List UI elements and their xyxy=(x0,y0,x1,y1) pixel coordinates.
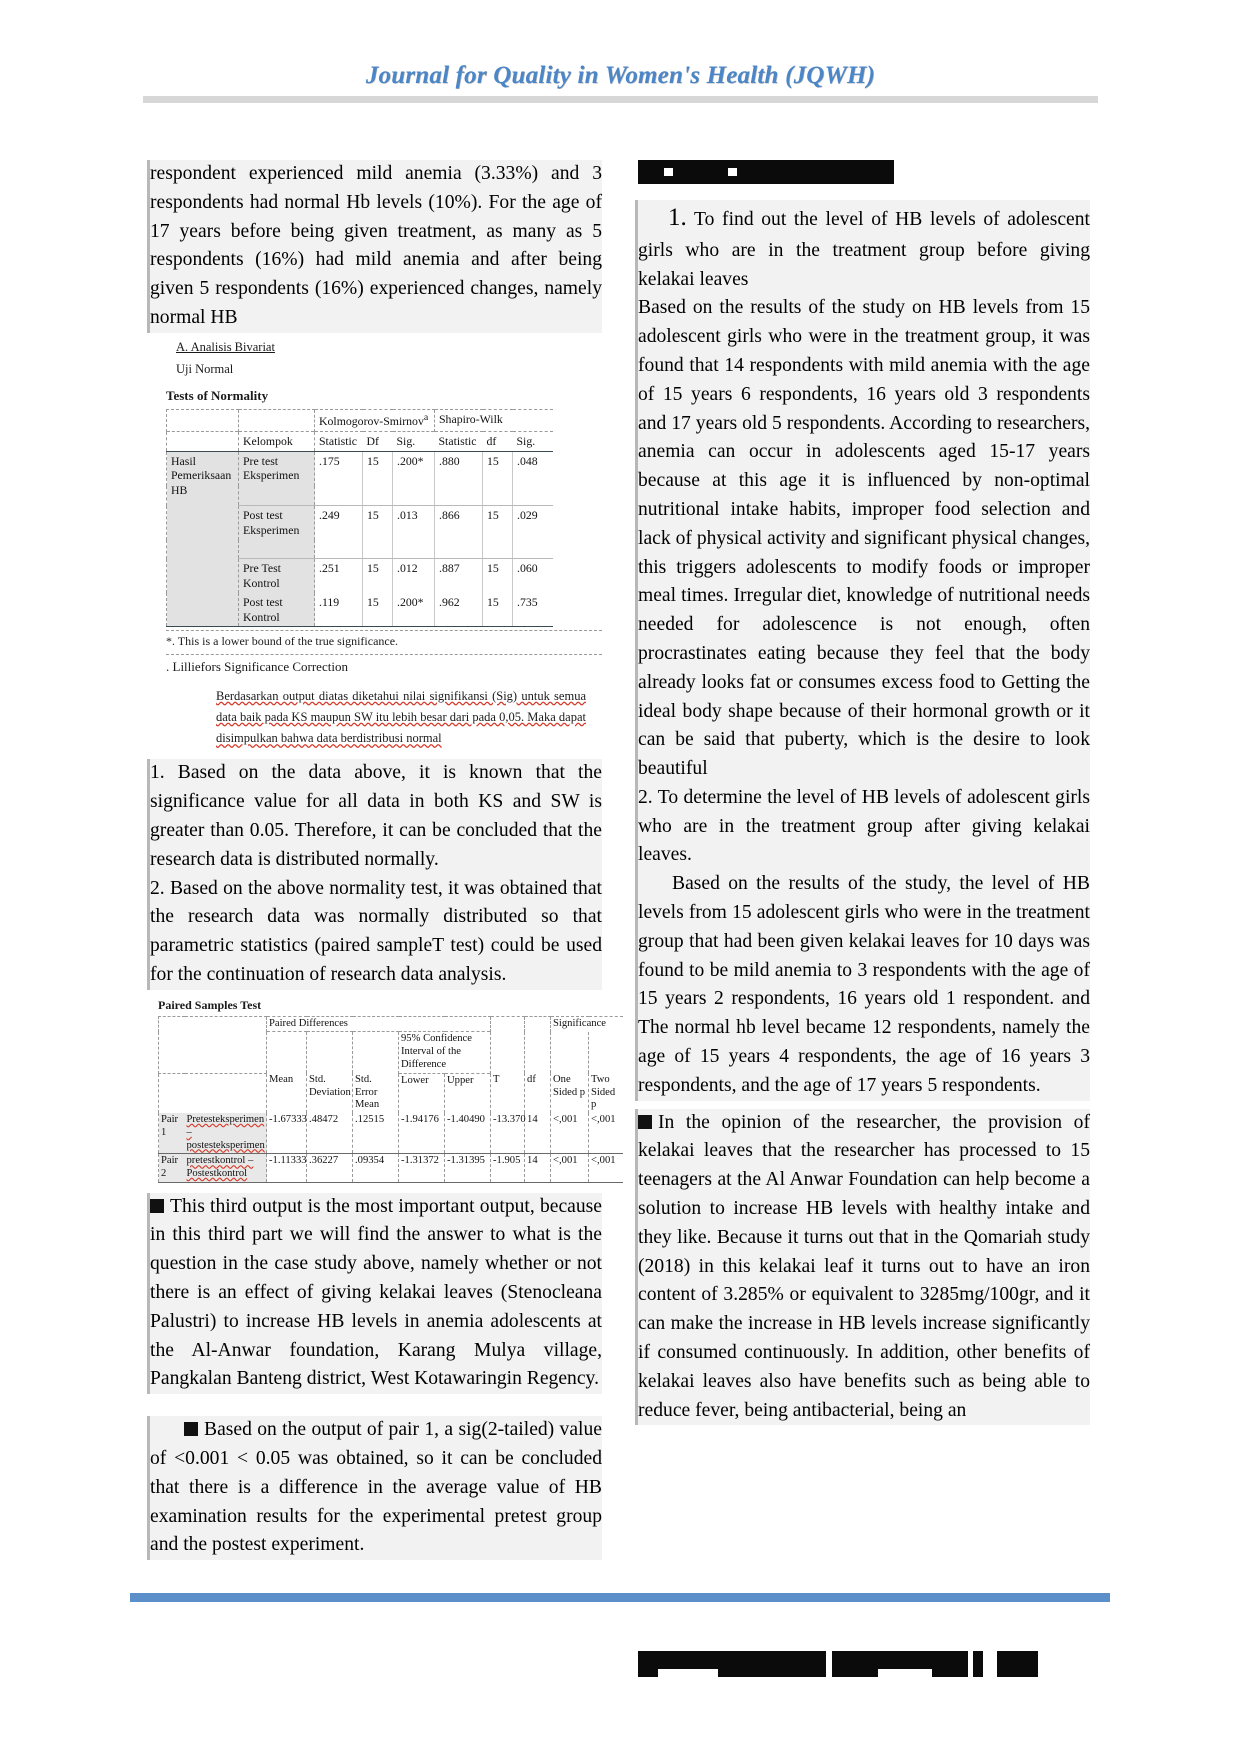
cell-sw-sig: .735 xyxy=(513,593,553,627)
cell-df: 14 xyxy=(525,1113,551,1154)
cell-sw-sig: .060 xyxy=(513,559,553,593)
cell-ks-statistic: .249 xyxy=(315,506,363,540)
cell-pair-label: Pretesteksperimen – postesteksperimen xyxy=(185,1113,267,1154)
col-header-one-sided-p: One Sided p xyxy=(551,1073,589,1113)
col-header-sw-sig: Sig. xyxy=(513,431,553,451)
spss-normality-figure xyxy=(150,340,602,750)
cell-ks-sig: .012 xyxy=(393,559,435,593)
right-paragraph-2: Based on the results of the study, the level of HB levels from 15 adolescent girls who were in the treatment group that had been given kelakai leaves for 10 days was found to be mild anemia to 3 respondents with the age of 15 years 2 respondents, 16 years old 1 respondent. and The normal hb level became 12 respondents, namely the age of 15 years 4 respondents, the age of 16 years 3 respondents, and the age of 17 years 5 respondents. xyxy=(638,870,1090,1100)
redaction-gap-1 xyxy=(664,168,673,176)
table-subheader-row xyxy=(167,431,553,451)
spss-normality-heading: A. Analisis Bivariat xyxy=(176,339,275,354)
col-header-sd: Std. Deviation xyxy=(307,1073,353,1113)
cell-sw-df: 15 xyxy=(483,451,513,486)
cell-group: Pre test Eksperimen xyxy=(239,451,315,486)
cell-df: 14 xyxy=(525,1154,551,1182)
item-1-number: 1. xyxy=(668,204,687,231)
cell-sem: .12515 xyxy=(353,1113,399,1154)
cell-sw-statistic: .887 xyxy=(435,559,483,593)
col-header-sw-df: df xyxy=(483,431,513,451)
cell-ks-df: 15 xyxy=(363,506,393,540)
cell-sw-df: 15 xyxy=(483,559,513,593)
cell-pair: Pair 1 xyxy=(159,1113,185,1154)
left-paragraph-2: 1. Based on the data above, it is known that the significance value for all data in both KS and SW is greater than 0.05. Therefore, it can be concluded that the research data is distributed normally. xyxy=(150,759,602,874)
paired-header-row-1 xyxy=(159,1016,623,1032)
header-significance: Significance xyxy=(551,1016,623,1032)
right-paragraph-1: Based on the results of the study on HB levels from 15 adolescent girls who were in the treatment group, it was found that 14 respondents with mild anemia with the age of 15 years 6 respondents, 16 years old 3 respondents and 17 years old 5 respondents. According to researchers, anemia can occur in adolescents aged 15-17 years because at this age it is influenced by non-optimal nutritional intake habits, improper food selection and lack of physical activity and significant physical changes, this triggers adolescents to modify foods or improper meal times. Irregular diet, knowledge of nutritional needs needed for adolescence is not enough, often procrastinates eating because they feel that the body already looks fat or consumes excess food to Getting the ideal body shape because of their hormonal growth or it can be said that puberty, which is the desire to look beautiful xyxy=(638,294,1090,784)
tests-of-normality-table xyxy=(166,409,553,627)
cell-two-sided-p: <,001 xyxy=(589,1154,623,1182)
cell-group: Post test Kontrol xyxy=(239,593,315,627)
right-item-1: 1. To find out the level of HB levels of adolescent girls who are in the treatment group before giving kelakai leaves xyxy=(638,200,1090,294)
col-header-upper: Upper xyxy=(445,1073,491,1113)
cell-two-sided-p: <,001 xyxy=(589,1113,623,1154)
cell-mean: -1.11333 xyxy=(267,1154,307,1182)
col-header-mean: Mean xyxy=(267,1073,307,1113)
left-paragraph-4: This third output is the most important output, because in this third part we will find the answer to what is the question in the case study above, namely whether or not there is an effect of giving kelakai leaves (Stenocleana Palustri) to increase HB levels in anemia adolescents at the Al-Anwar foundation, Karang Mulya village, Pangkalan Banteng district, West Kotawaringin Regency. xyxy=(150,1193,602,1395)
cell-one-sided-p: <,001 xyxy=(551,1154,589,1182)
header-paired-differences: Paired Differences xyxy=(267,1016,491,1032)
cell-ks-statistic: .119 xyxy=(315,593,363,627)
cell-mean: -1.67333 xyxy=(267,1113,307,1154)
paired-samples-caption: Paired Samples Test xyxy=(158,997,262,1012)
left-paragraph-1: respondent experienced mild anemia (3.33%) and 3 respondents had normal Hb levels (10%). For the age of 17 years before being given treatment, as many as 5 respondents (16%) had mild anemia and after being given 5 respondents (16%) experienced changes, namely normal HB xyxy=(150,160,602,333)
cell-ks-df: 15 xyxy=(363,451,393,486)
table-row xyxy=(159,1154,623,1182)
bullet-marker-icon xyxy=(638,1115,652,1129)
cell-t: -13.370 xyxy=(491,1113,525,1154)
cell-ks-statistic: .251 xyxy=(315,559,363,593)
left-paragraph-5: Based on the output of pair 1, a sig(2-tailed) value of <0.001 < 0.05 was obtained, so it can be concluded that there is a difference in the average value of HB examination results for the experimental pretest group and the postest experiment. xyxy=(150,1416,602,1560)
table-row xyxy=(167,506,553,540)
page-header xyxy=(0,0,1241,118)
cell-ks-df: 15 xyxy=(363,593,393,627)
cell-ks-sig: .200* xyxy=(393,593,435,627)
paired-header-row-2 xyxy=(159,1032,623,1073)
col-header-lower: Lower xyxy=(399,1073,445,1113)
paired-header-row-3 xyxy=(159,1073,623,1113)
table-row xyxy=(159,1113,623,1154)
col-header-ks-df: Df xyxy=(363,431,393,451)
col-header-df: df xyxy=(525,1073,551,1113)
cell-pair: Pair 2 xyxy=(159,1154,185,1182)
header-divider xyxy=(143,96,1098,103)
row-label-hasil: Hasil Pemeriksaan HB xyxy=(167,451,239,506)
table-row xyxy=(167,559,553,593)
col-header-t: T xyxy=(491,1073,525,1113)
header-ci-difference: 95% Confidence Interval of the Difference xyxy=(399,1032,491,1073)
header-shapiro: Shapiro-Wilk xyxy=(435,410,553,432)
cell-ks-sig: .013 xyxy=(393,506,435,540)
cell-sw-statistic: .962 xyxy=(435,593,483,627)
cell-sw-df: 15 xyxy=(483,593,513,627)
cell-sw-statistic: .880 xyxy=(435,451,483,486)
col-header-ks-statistic: Statistic xyxy=(315,431,363,451)
cell-ks-sig: .200* xyxy=(393,451,435,486)
spss-normality-subheading: Uji Normal xyxy=(176,362,234,377)
table-row xyxy=(167,451,553,486)
cell-pair-label: pretestkontrol – Postestkontrol xyxy=(185,1154,267,1182)
redaction-bar xyxy=(638,160,894,184)
cell-sw-df: 15 xyxy=(483,506,513,540)
cell-sw-sig: .029 xyxy=(513,506,553,540)
table-header-row xyxy=(167,410,553,432)
spss-normality-caption: Tests of Normality xyxy=(166,388,269,404)
footer-redaction-bar xyxy=(638,1651,1038,1677)
cell-group: Post test Eksperimen xyxy=(239,506,315,540)
right-item-2: 2. To determine the level of HB levels of adolescent girls who are in the treatment group after giving kelakai leaves. xyxy=(638,784,1090,870)
cell-sem: .09354 xyxy=(353,1154,399,1182)
right-paragraph-3: In the opinion of the researcher, the provision of kelakai leaves that the researcher has processed to 15 teenagers at the Al Anwar Foundation can help become a solution to increase HB levels with healthy intake and they like. Because it turns out that in the Qomariah study (2018) in this kelakai leaf it turns out to have an iron content of 3.285% or equivalent to 3285mg/100gr, and it can make the increase in HB levels increase significantly if consumed continuously. In addition, other benefits of kelakai leaves also have benefits such as being able to reduce fever, being antibacterial, being an xyxy=(638,1109,1090,1426)
footer-divider xyxy=(130,1593,1110,1602)
cell-sd: .36227 xyxy=(307,1154,353,1182)
cell-sd: .48472 xyxy=(307,1113,353,1154)
spss-paired-samples-figure xyxy=(150,997,616,1183)
cell-ks-df: 15 xyxy=(363,559,393,593)
journal-title: Journal for Quality in Women's Health (JQWH) xyxy=(365,62,876,89)
cell-sw-statistic: .866 xyxy=(435,506,483,540)
left-paragraph-3: 2. Based on the above normality test, it was obtained that the research data was normally distributed so that parametric statistics (paired sampleT test) could be used for the continuation of research data analysis. xyxy=(150,875,602,990)
col-header-kelompok: Kelompok xyxy=(243,433,293,448)
cell-ks-statistic: .175 xyxy=(315,451,363,486)
bullet-marker-icon xyxy=(184,1422,198,1436)
spss-footnote-1: *. This is a lower bound of the true significance. xyxy=(166,630,602,649)
col-header-two-sided-p: Two Sided p xyxy=(589,1073,623,1113)
cell-group: Pre Test Kontrol xyxy=(239,559,315,593)
cell-sw-sig: .048 xyxy=(513,451,553,486)
bullet-marker-icon xyxy=(150,1199,164,1213)
redaction-gap-2 xyxy=(728,168,737,176)
col-header-ks-sig: Sig. xyxy=(393,431,435,451)
cell-upper: -1.31395 xyxy=(445,1154,491,1182)
cell-lower: -1.31372 xyxy=(399,1154,445,1182)
paired-samples-test-table xyxy=(158,1016,623,1183)
cell-one-sided-p: <,001 xyxy=(551,1113,589,1154)
col-header-sw-statistic: Statistic xyxy=(435,431,483,451)
cell-lower: -1.94176 xyxy=(399,1113,445,1154)
spss-footnote-2: . Lilliefors Significance Correction xyxy=(166,654,602,675)
table-row xyxy=(167,593,553,627)
col-header-sem: Std. Error Mean xyxy=(353,1073,399,1113)
right-column xyxy=(638,160,1090,1425)
left-column xyxy=(150,160,616,1560)
header-kolmogorov: Kolmogorov-Smirnov$^a$ xyxy=(315,410,435,432)
spss-normality-note: Berdasarkan output diatas diketahui nilai signifikansi (Sig) untuk semua data baik pada KS maupun SW itu lebih besar dari pada 0,05. Maka dapat disimpulkan bahwa data berdistribusi normal xyxy=(216,688,586,746)
cell-t: -1.905 xyxy=(491,1154,525,1182)
cell-upper: -1.40490 xyxy=(445,1113,491,1154)
